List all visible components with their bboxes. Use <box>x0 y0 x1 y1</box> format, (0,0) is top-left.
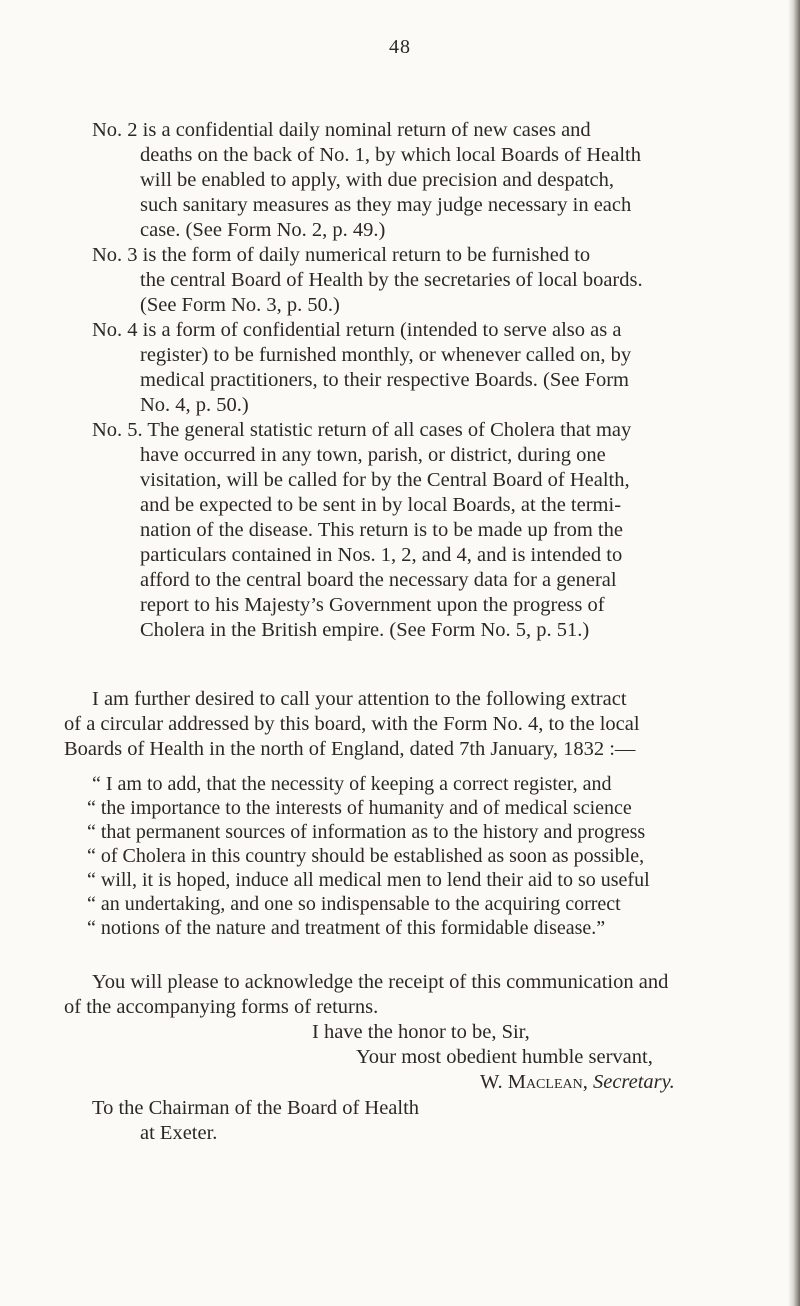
addressee-line-2: at Exeter. <box>140 1122 218 1144</box>
signature-line-2: Your most obedient humble servant, <box>356 1046 653 1068</box>
attention-paragraph <box>64 687 640 762</box>
text-line: “ an undertaking, and one so indispensable to the acquiring correct <box>87 893 621 915</box>
text-line: visitation, will be called for by the Central Board of Health, <box>140 469 630 491</box>
quoted-extract <box>87 772 650 940</box>
text-line: nation of the disease. This return is to be made up from the <box>140 519 623 541</box>
page-edge <box>788 0 800 1306</box>
addressee-line-1: To the Chairman of the Board of Health <box>92 1097 420 1119</box>
text-line: particulars contained in Nos. 1, 2, and 4, and is intended to <box>140 544 623 566</box>
text-line: report to his Majesty’s Government upon the progress of <box>140 594 605 616</box>
text-line: Cholera in the British empire. (See Form No. 5, p. 51.) <box>140 619 590 641</box>
text-line: “ the importance to the interests of humanity and of medical science <box>87 797 632 819</box>
text-line: case. (See Form No. 2, p. 49.) <box>140 219 386 241</box>
text-line: register) to be furnished monthly, or whenever called on, by <box>140 344 632 366</box>
text-line: deaths on the back of No. 1, by which local Boards of Health <box>140 144 641 166</box>
text-line: No. 4 is a form of confidential return (intended to serve also as a <box>92 319 622 341</box>
text-line: the central Board of Health by the secretaries of local boards. <box>140 269 643 291</box>
signatory-name: W. Maclean, <box>480 1071 588 1093</box>
text-line: “ will, it is hoped, induce all medical men to lend their aid to so useful <box>87 869 650 891</box>
form-3-paragraph <box>92 243 643 318</box>
closing-paragraph <box>64 970 668 1020</box>
text-line: such sanitary measures as they may judge necessary in each <box>140 194 632 216</box>
text-line: “ that permanent sources of information as to the history and progress <box>87 821 646 843</box>
text-line: “ of Cholera in this country should be established as soon as possible, <box>87 845 645 867</box>
text-line: No. 4, p. 50.) <box>140 394 249 416</box>
text-line: “ notions of the nature and treatment of this formidable disease.” <box>87 917 606 939</box>
text-line: You will please to acknowledge the receipt of this communication and <box>92 971 669 993</box>
text-line: of the accompanying forms of returns. <box>64 996 379 1018</box>
signature-name-line <box>480 1070 675 1095</box>
text-line: of a circular addressed by this board, with the Form No. 4, to the local <box>64 713 640 735</box>
text-line: I am further desired to call your attention to the following extract <box>92 688 627 710</box>
text-line: medical practitioners, to their respective Boards. (See Form <box>140 369 629 391</box>
form-5-paragraph <box>92 418 643 643</box>
text-line: “ I am to add, that the necessity of keeping a correct register, and <box>92 773 612 795</box>
form-4-paragraph <box>92 318 643 418</box>
signature-line-1: I have the honor to be, Sir, <box>312 1021 530 1043</box>
text-line: Boards of Health in the north of England, dated 7th January, 1832 :— <box>64 738 636 760</box>
text-line: have occurred in any town, parish, or district, during one <box>140 444 606 466</box>
text-line: No. 5. The general statistic return of all cases of Cholera that may <box>92 419 632 441</box>
text-line: and be expected to be sent in by local Boards, at the termi- <box>140 494 622 516</box>
text-line: No. 3 is the form of daily numerical return to be furnished to <box>92 244 591 266</box>
text-line: No. 2 is a confidential daily nominal return of new cases and <box>92 119 591 141</box>
form-2-paragraph <box>92 118 643 243</box>
form-list <box>92 118 643 643</box>
page-number: 48 <box>389 36 411 58</box>
text-line: will be enabled to apply, with due precision and despatch, <box>140 169 615 191</box>
text-line: (See Form No. 3, p. 50.) <box>140 294 340 316</box>
signatory-title: Secretary. <box>592 1071 675 1093</box>
text-line: afford to the central board the necessary data for a general <box>140 569 617 591</box>
